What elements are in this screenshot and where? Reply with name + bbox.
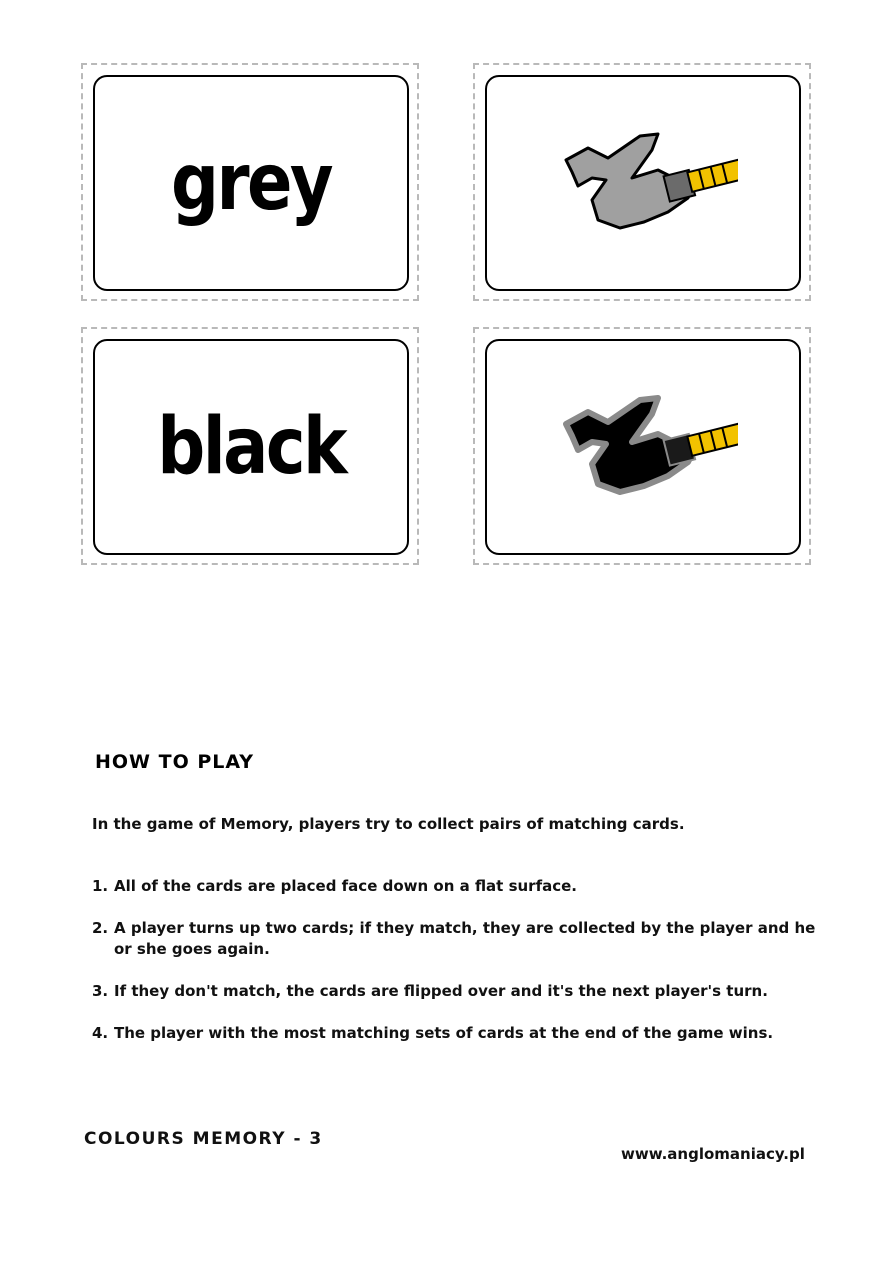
rule-number: 3. <box>92 982 109 1000</box>
how-to-play-heading: HOW TO PLAY <box>95 751 255 773</box>
card-grey-brush[interactable] <box>485 75 801 291</box>
rule-text: A player turns up two cards; if they match, they are collected by the player and he or she goes again. <box>114 919 816 958</box>
paintbrush-grey-icon <box>548 108 738 258</box>
rule-text: All of the cards are placed face down on a flat surface. <box>114 877 577 895</box>
rule-item <box>92 918 822 960</box>
brush-handle <box>664 421 738 465</box>
card-word-grey: grey <box>170 138 331 228</box>
rule-text: The player with the most matching sets of cards at the end of the game wins. <box>114 1024 774 1042</box>
rule-number: 2. <box>92 919 109 937</box>
card-slot-black-brush <box>473 327 811 565</box>
rule-item <box>92 1023 822 1044</box>
card-word-black: black <box>157 402 345 492</box>
brush-handle <box>664 157 738 201</box>
card-black-brush[interactable] <box>485 339 801 555</box>
footer-url[interactable]: www.anglomaniacy.pl <box>621 1145 805 1163</box>
footer-title: COLOURS MEMORY - 3 <box>84 1129 323 1149</box>
instructions-intro: In the game of Memory, players try to collect pairs of matching cards. <box>92 815 685 833</box>
rule-item <box>92 876 822 897</box>
paintbrush-black-icon <box>548 372 738 522</box>
card-grey-word[interactable] <box>93 75 409 291</box>
card-black-word[interactable] <box>93 339 409 555</box>
rules-list <box>92 876 822 1065</box>
card-slot-grey-word <box>81 63 419 301</box>
card-slot-black-word <box>81 327 419 565</box>
rule-number: 4. <box>92 1024 109 1042</box>
rule-number: 1. <box>92 877 109 895</box>
rule-item <box>92 981 822 1002</box>
card-slot-grey-brush <box>473 63 811 301</box>
rule-text: If they don't match, the cards are flipped over and it's the next player's turn. <box>114 982 768 1000</box>
